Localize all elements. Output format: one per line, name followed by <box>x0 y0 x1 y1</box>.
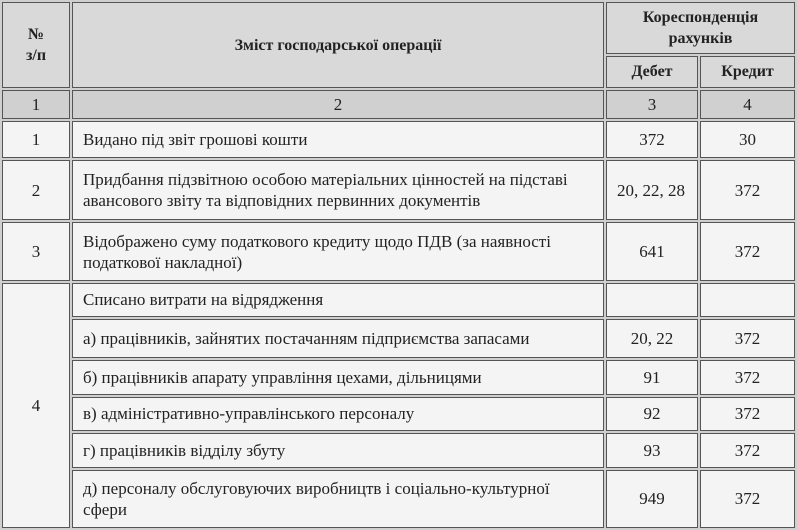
row-credit: 372 <box>700 319 795 358</box>
header-number-sign: № <box>27 26 45 44</box>
row-debit: 92 <box>606 397 698 432</box>
row-credit: 372 <box>700 222 795 280</box>
header-debit: Дебет <box>606 56 698 88</box>
table-row <box>2 121 795 158</box>
row-credit: 372 <box>700 397 795 432</box>
row-text: Придбання підзвітною особою матеріальних цінностей на підставі авансового звіту та відповідних первинних документів <box>72 160 604 220</box>
group-header-row <box>2 283 795 318</box>
row-number: 2 <box>2 160 70 220</box>
column-number: 2 <box>72 90 604 119</box>
header-correspondence: Кореспонденція рахунків <box>606 2 795 54</box>
header-credit: Кредит <box>700 56 795 88</box>
table-row <box>2 470 795 528</box>
row-credit: 372 <box>700 360 795 395</box>
table-row <box>2 433 795 468</box>
row-credit: 372 <box>700 433 795 468</box>
row-number: 1 <box>2 121 70 158</box>
row-credit: 372 <box>700 470 795 528</box>
column-number: 3 <box>606 90 698 119</box>
row-debit: 949 <box>606 470 698 528</box>
table-row <box>2 319 795 358</box>
table-row <box>2 360 795 395</box>
row-text: д) персоналу обслуговуючих виробництв і соціально-культурної сфери <box>72 470 604 528</box>
table-row <box>2 222 795 280</box>
row-debit: 372 <box>606 121 698 158</box>
column-number: 4 <box>700 90 795 119</box>
group-credit-empty <box>700 283 795 318</box>
row-debit: 91 <box>606 360 698 395</box>
row-text: Відображено суму податкового кредиту щодо ПДВ (за наявності податкової накладної) <box>72 222 604 280</box>
group-title: Списано витрати на відрядження <box>72 283 604 318</box>
row-text: в) адміністративно-управлінського персоналу <box>72 397 604 432</box>
row-debit: 93 <box>606 433 698 468</box>
row-number: 3 <box>2 222 70 280</box>
row-text: а) працівників, зайнятих постачанням підприємства запасами <box>72 319 604 358</box>
table-row <box>2 160 795 220</box>
column-numbers-row <box>2 90 795 119</box>
row-credit: 30 <box>700 121 795 158</box>
table-row <box>2 397 795 432</box>
group-number: 4 <box>2 283 70 528</box>
header-number <box>2 2 70 88</box>
row-text: г) працівників відділу збуту <box>72 433 604 468</box>
row-debit: 641 <box>606 222 698 280</box>
row-debit: 20, 22, 28 <box>606 160 698 220</box>
group-debit-empty <box>606 283 698 318</box>
row-text: б) працівників апарату управління цехами, дільницями <box>72 360 604 395</box>
row-text: Видано під звіт грошові кошти <box>72 121 604 158</box>
header-content: Зміст господарської операції <box>72 2 604 88</box>
row-credit: 372 <box>700 160 795 220</box>
header-number-sub: з/п <box>25 47 47 65</box>
column-number: 1 <box>2 90 70 119</box>
row-debit: 20, 22 <box>606 319 698 358</box>
